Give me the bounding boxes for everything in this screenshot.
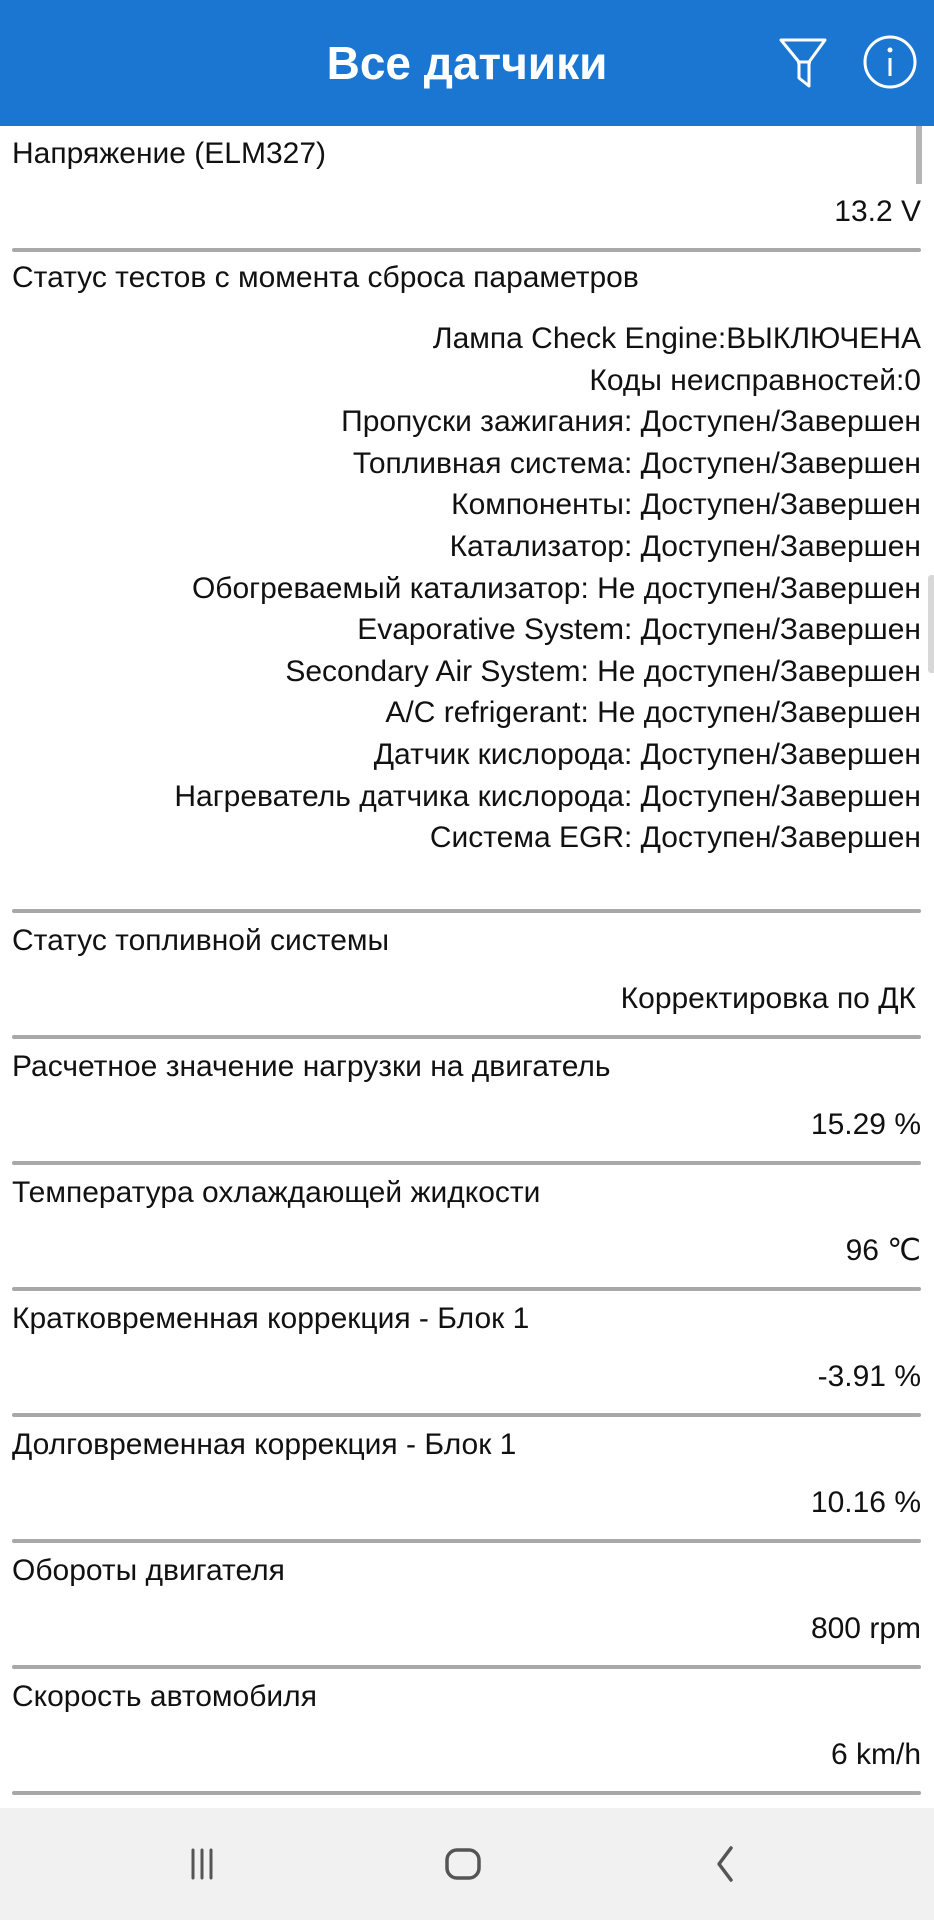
status-line: Компоненты: Доступен/Завершен bbox=[451, 488, 921, 522]
sensor-item[interactable] bbox=[0, 1543, 934, 1669]
status-line: Нагреватель датчика кислорода: Доступен/Завершен bbox=[174, 779, 921, 813]
sensor-value: 96 ℃ bbox=[845, 1234, 921, 1267]
status-line: Коды неисправностей:0 bbox=[589, 363, 921, 397]
status-line: Evaporative System: Доступен/Завершен bbox=[357, 613, 921, 647]
sensor-label: Долговременная коррекция - Блок 1 bbox=[12, 1428, 517, 1461]
status-line: Катализатор: Доступен/Завершен bbox=[449, 529, 921, 563]
sensor-list[interactable] bbox=[0, 126, 934, 1808]
info-icon bbox=[862, 34, 918, 90]
sensor-label: Напряжение (ELM327) bbox=[12, 137, 327, 170]
system-nav-bar bbox=[0, 1808, 934, 1920]
sensor-value: 13.2 V bbox=[834, 195, 921, 228]
sensor-value: 10.16 % bbox=[810, 1486, 921, 1519]
sensor-label: Расчетное значение нагрузки на двигатель bbox=[12, 1050, 611, 1083]
home-button[interactable] bbox=[441, 1842, 485, 1886]
home-icon bbox=[441, 1842, 485, 1886]
sensor-value: 6 km/h bbox=[830, 1738, 921, 1771]
sensor-label: Обороты двигателя bbox=[12, 1554, 285, 1587]
status-line: Датчик кислорода: Доступен/Завершен bbox=[373, 737, 921, 771]
status-line: Secondary Air System: Не доступен/Завершен bbox=[285, 654, 921, 688]
sensor-label: Скорость автомобиля bbox=[12, 1680, 317, 1713]
filter-icon bbox=[775, 34, 831, 90]
sensor-item[interactable] bbox=[0, 1291, 934, 1417]
sensor-item[interactable] bbox=[0, 126, 934, 252]
back-icon bbox=[703, 1842, 747, 1886]
status-line: A/C refrigerant: Не доступен/Завершен bbox=[385, 696, 921, 730]
status-line: Пропуски зажигания: Доступен/Завершен bbox=[341, 405, 921, 439]
status-line: Система EGR: Доступен/Завершен bbox=[429, 821, 921, 855]
status-line: Лампа Check Engine:ВЫКЛЮЧЕНА bbox=[432, 322, 921, 355]
sensor-label: Кратковременная коррекция - Блок 1 bbox=[12, 1302, 530, 1335]
info-button[interactable] bbox=[862, 34, 918, 90]
sensor-label: Температура охлаждающей жидкости bbox=[12, 1176, 541, 1209]
sensor-value: 15.29 % bbox=[810, 1108, 921, 1141]
sensor-item[interactable] bbox=[0, 1039, 934, 1165]
recents-button[interactable] bbox=[180, 1842, 224, 1886]
sensor-item[interactable] bbox=[0, 913, 934, 1039]
scrollbar[interactable] bbox=[916, 126, 922, 184]
status-line: Топливная система: Доступен/Завершен bbox=[352, 446, 921, 480]
sensor-item[interactable] bbox=[0, 1417, 934, 1543]
sensor-value: Корректировка по ДК bbox=[620, 982, 916, 1015]
sensor-item[interactable] bbox=[0, 1165, 934, 1291]
recents-icon bbox=[180, 1842, 224, 1886]
status-line: Обогреваемый катализатор: Не доступен/Завершен bbox=[191, 571, 921, 605]
sensor-value: 800 rpm bbox=[810, 1612, 921, 1645]
sensor-label: Статус топливной системы bbox=[12, 924, 390, 957]
edge-panel-handle[interactable] bbox=[928, 575, 934, 673]
back-button[interactable] bbox=[703, 1842, 747, 1886]
sensor-item[interactable] bbox=[0, 1669, 934, 1795]
monitor-status-lines bbox=[174, 318, 921, 859]
sensor-value: -3.91 % bbox=[817, 1360, 921, 1393]
app-bar bbox=[0, 0, 934, 126]
filter-button[interactable] bbox=[775, 34, 831, 90]
monitor-status-item[interactable] bbox=[0, 252, 934, 913]
page-title: Все датчики bbox=[326, 37, 608, 89]
sensor-label: Статус тестов с момента сброса параметров bbox=[12, 261, 639, 294]
